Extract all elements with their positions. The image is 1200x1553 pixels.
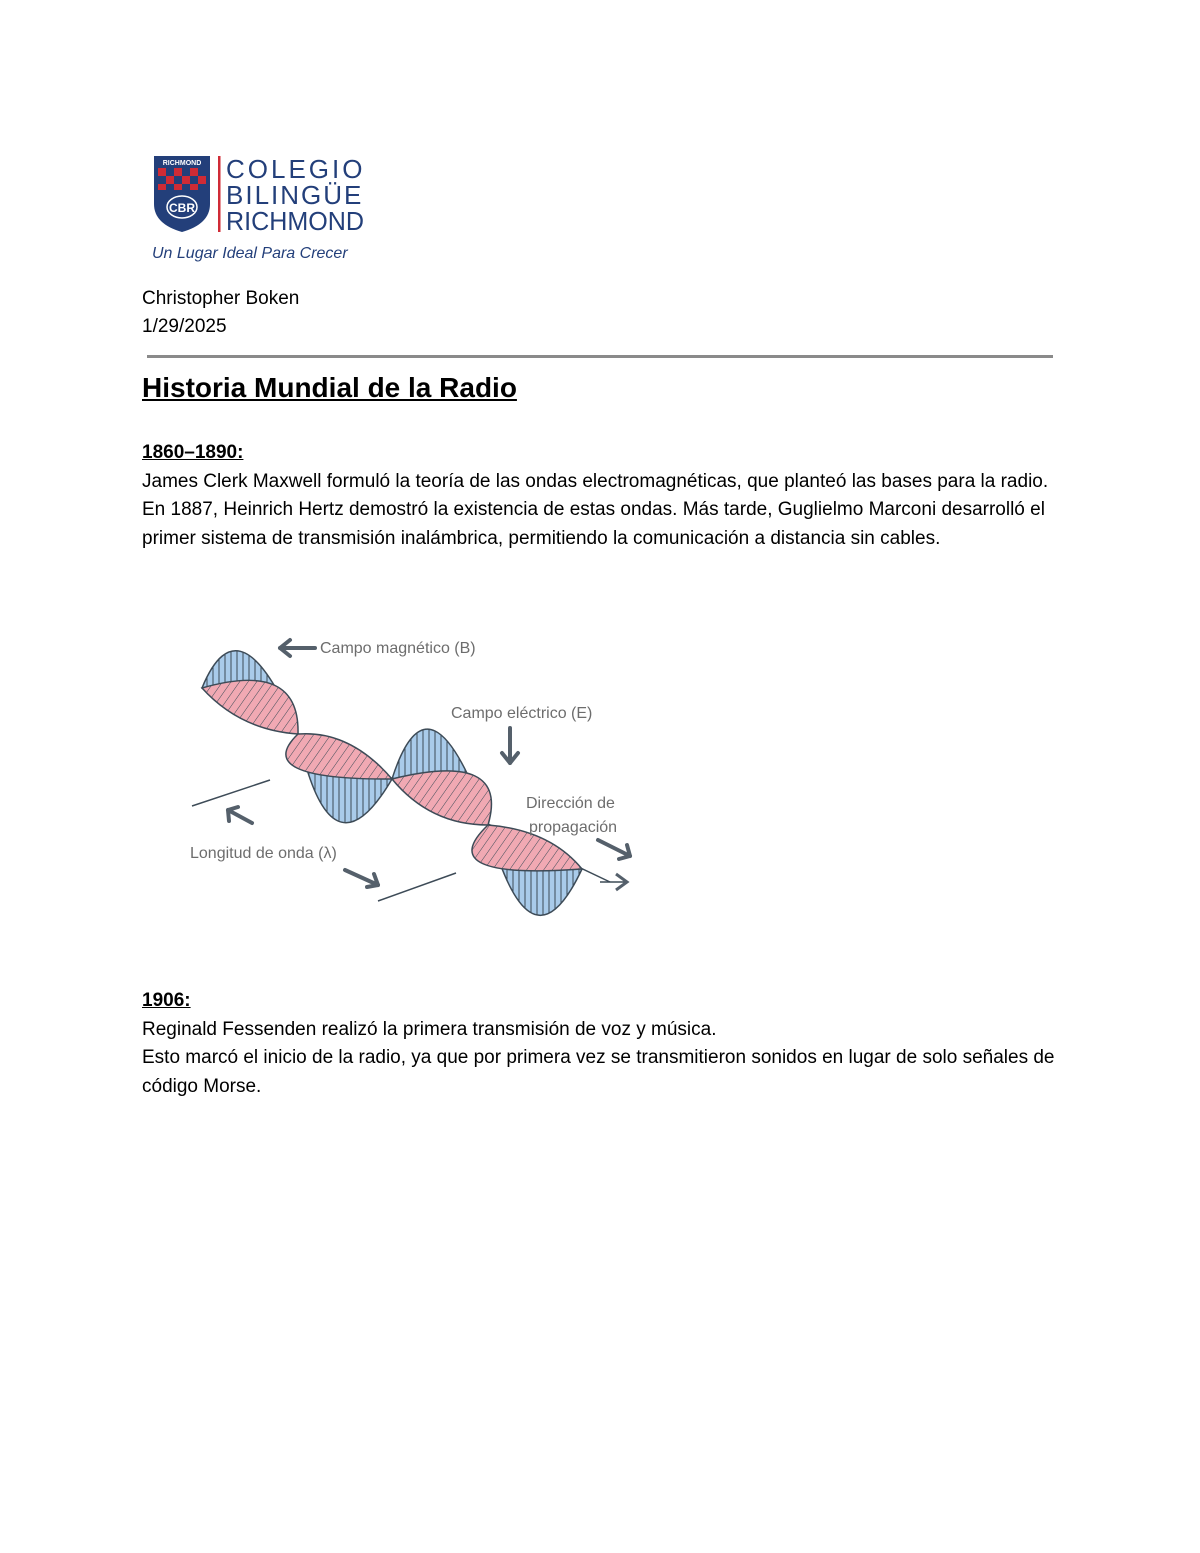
logo-line-3: RICHMOND: [226, 206, 364, 236]
author-name: Christopher Boken: [142, 288, 300, 309]
electromagnetic-wave-diagram: [180, 620, 650, 940]
logo-tagline: Un Lugar Ideal Para Crecer: [152, 245, 348, 262]
label-magnetic-field: Campo magnético (B): [320, 640, 476, 657]
section-paragraph: James Clerk Maxwell formuló la teoría de las ondas electromagnéticas, que planteó las bases para la radio. En 1887, Heinrich Hertz demostró la existencia de estas ondas. Más tarde, Guglielmo Marconi desarrolló el primer sistema de transmisión inalámbrica, permitiendo la comunicación a distancia sin cables.: [142, 470, 1049, 549]
school-logo: [152, 152, 382, 267]
label-electric-field: Campo eléctrico (E): [451, 705, 593, 722]
arrow-direction-icon: [598, 840, 630, 859]
section-1906: [142, 987, 1062, 1101]
shield-icon: [154, 156, 210, 232]
arrow-electric-icon: [502, 728, 518, 763]
page-title: Historia Mundial de la Radio: [142, 372, 517, 403]
arrow-magnetic-icon: [280, 640, 315, 656]
author-block: [142, 285, 299, 341]
section-paragraph: Esto marcó el inicio de la radio, ya que por primera vez se transmitieron sonidos en lugar de solo señales de código Morse.: [142, 1047, 1055, 1097]
section-heading: 1906:: [142, 990, 191, 1011]
arrow-wavelength-right-icon: [345, 870, 378, 887]
label-direction-line-1: Dirección de: [526, 795, 615, 812]
label-wavelength: Longitud de onda (λ): [190, 845, 337, 862]
shield-text: CBR: [169, 201, 195, 215]
arrow-wavelength-left-icon: [228, 807, 252, 823]
logo-line-2: BILINGÜE: [226, 180, 364, 210]
horizontal-divider: [147, 355, 1053, 358]
label-direction-line-2: propagación: [529, 819, 618, 836]
section-heading: 1860–1890:: [142, 442, 244, 463]
section-paragraph: Reginald Fessenden realizó la primera transmisión de voz y música.: [142, 1018, 717, 1040]
wavelength-line-right: [378, 873, 456, 901]
document-date: 1/29/2025: [142, 316, 227, 337]
wavelength-line-left: [192, 780, 270, 806]
logo-line-1: COLEGIO: [226, 154, 366, 184]
shield-top-text: RICHMOND: [162, 160, 202, 167]
section-1860-1890: [142, 439, 1062, 553]
